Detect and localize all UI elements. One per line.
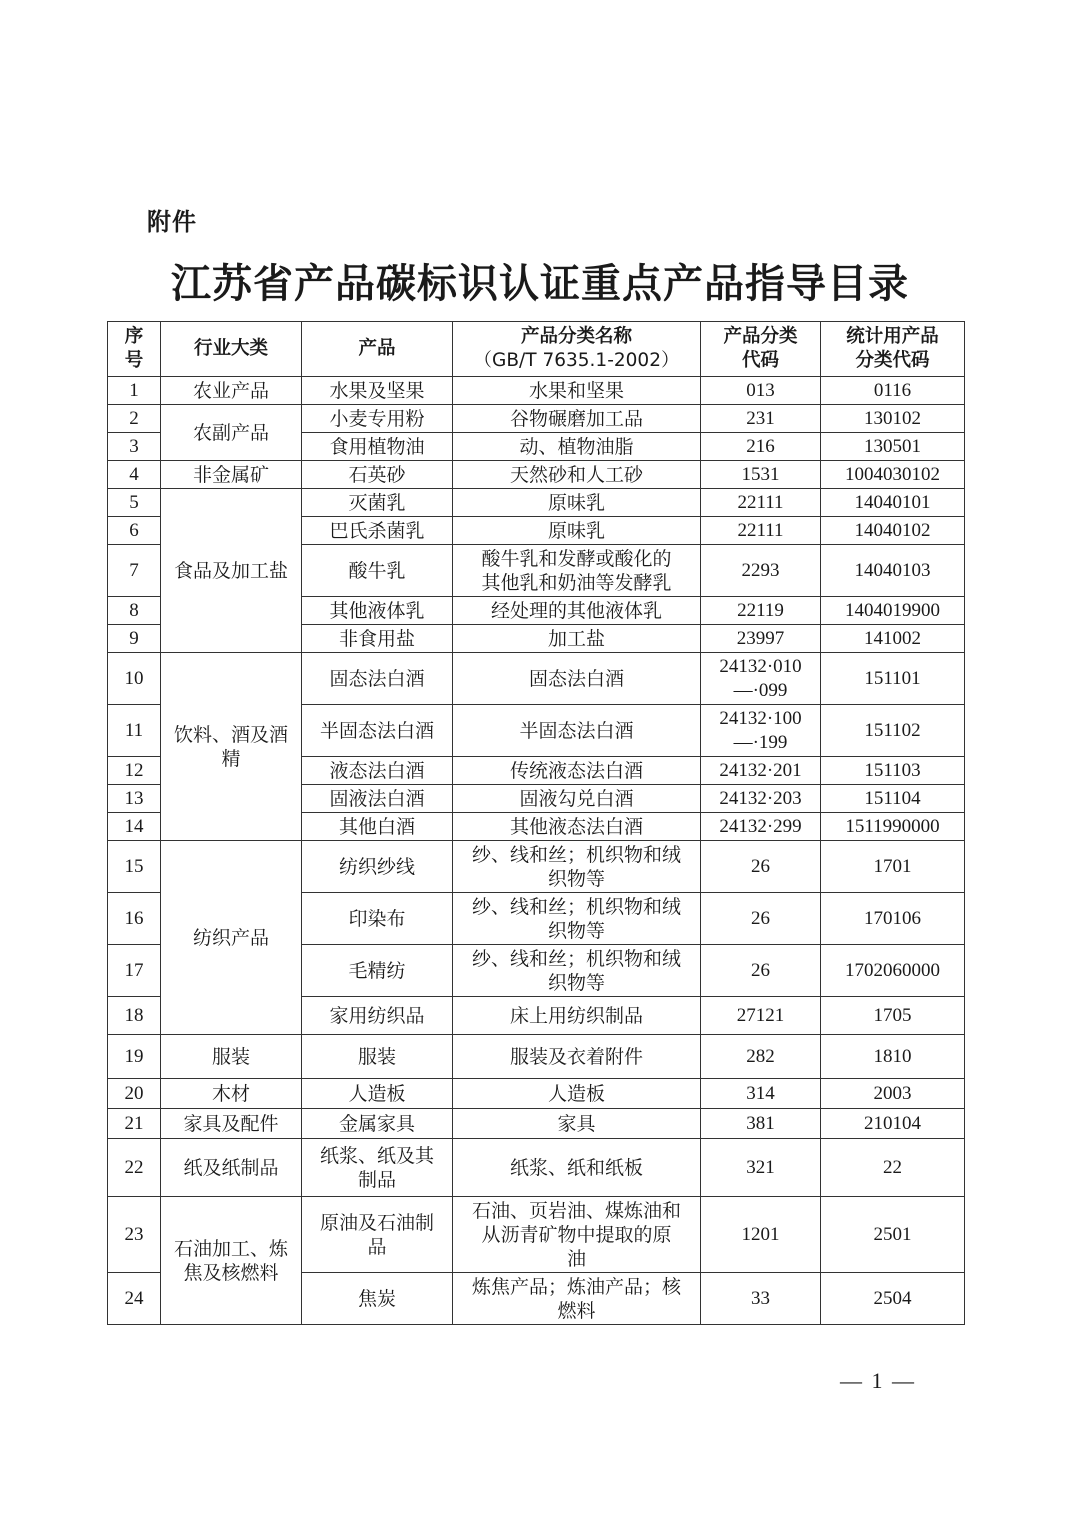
cell-product: 其他液体乳 <box>302 597 453 625</box>
cell-seq: 4 <box>108 461 161 489</box>
cell-industry: 纸及纸制品 <box>161 1139 302 1197</box>
cell-class-code: 013 <box>701 377 821 405</box>
table-row <box>108 1035 965 1079</box>
product-catalog-table <box>107 321 965 1325</box>
cell-class-name: 固液勾兑白酒 <box>453 785 701 813</box>
cell-stat-code: 210104 <box>821 1109 965 1139</box>
cell-class-code: 216 <box>701 433 821 461</box>
cell-class-code: 33 <box>701 1273 821 1325</box>
cell-class-name: 固态法白酒 <box>453 653 701 705</box>
cell-product: 石英砂 <box>302 461 453 489</box>
cell-seq: 16 <box>108 893 161 945</box>
cell-seq: 6 <box>108 517 161 545</box>
table-row <box>108 405 965 433</box>
cell-stat-code: 151102 <box>821 705 965 757</box>
cell-product: 液态法白酒 <box>302 757 453 785</box>
cell-class-code: 24132·299 <box>701 813 821 841</box>
cell-stat-code: 1511990000 <box>821 813 965 841</box>
cell-class-name: 经处理的其他液体乳 <box>453 597 701 625</box>
cell-stat-code: 130102 <box>821 405 965 433</box>
table-row <box>108 841 965 893</box>
table-row <box>108 461 965 489</box>
cell-class-name: 纱、线和丝；机织物和绒 织物等 <box>453 841 701 893</box>
header-industry: 行业大类 <box>161 322 302 377</box>
cell-product: 金属家具 <box>302 1109 453 1139</box>
cell-seq: 9 <box>108 625 161 653</box>
cell-class-name: 加工盐 <box>453 625 701 653</box>
table-row <box>108 489 965 517</box>
table-body <box>108 377 965 1325</box>
cell-stat-code: 14040103 <box>821 545 965 597</box>
table-row <box>108 1139 965 1197</box>
header-product: 产品 <box>302 322 453 377</box>
cell-class-code: 1201 <box>701 1197 821 1273</box>
cell-product: 纺织纱线 <box>302 841 453 893</box>
cell-seq: 7 <box>108 545 161 597</box>
cell-seq: 11 <box>108 705 161 757</box>
header-seq: 序 号 <box>108 322 161 377</box>
cell-seq: 5 <box>108 489 161 517</box>
cell-product: 固液法白酒 <box>302 785 453 813</box>
document-title: 江苏省产品碳标识认证重点产品指导目录 <box>171 260 909 307</box>
cell-product: 纸浆、纸及其 制品 <box>302 1139 453 1197</box>
cell-class-code: 321 <box>701 1139 821 1197</box>
cell-class-code: 24132·203 <box>701 785 821 813</box>
cell-seq: 22 <box>108 1139 161 1197</box>
cell-seq: 20 <box>108 1079 161 1109</box>
cell-class-code: 24132·010 —·099 <box>701 653 821 705</box>
cell-seq: 15 <box>108 841 161 893</box>
cell-class-name: 家具 <box>453 1109 701 1139</box>
attachment-label: 附件 <box>147 208 197 236</box>
cell-seq: 13 <box>108 785 161 813</box>
cell-class-name: 谷物碾磨加工品 <box>453 405 701 433</box>
cell-stat-code: 2501 <box>821 1197 965 1273</box>
cell-class-name: 纸浆、纸和纸板 <box>453 1139 701 1197</box>
cell-product: 食用植物油 <box>302 433 453 461</box>
cell-seq: 14 <box>108 813 161 841</box>
cell-stat-code: 1810 <box>821 1035 965 1079</box>
cell-industry: 农业产品 <box>161 377 302 405</box>
cell-class-code: 282 <box>701 1035 821 1079</box>
cell-class-code: 2293 <box>701 545 821 597</box>
header-class-name: 产品分类名称 （GB/T 7635.1-2002） <box>453 322 701 377</box>
cell-product: 其他白酒 <box>302 813 453 841</box>
cell-product: 印染布 <box>302 893 453 945</box>
cell-stat-code: 1004030102 <box>821 461 965 489</box>
cell-class-code: 27121 <box>701 997 821 1035</box>
cell-product: 固态法白酒 <box>302 653 453 705</box>
cell-product: 非食用盐 <box>302 625 453 653</box>
cell-class-name: 水果和坚果 <box>453 377 701 405</box>
cell-industry: 农副产品 <box>161 405 302 461</box>
table-row <box>108 377 965 405</box>
cell-stat-code: 151101 <box>821 653 965 705</box>
cell-class-code: 231 <box>701 405 821 433</box>
cell-industry: 家具及配件 <box>161 1109 302 1139</box>
cell-product: 巴氏杀菌乳 <box>302 517 453 545</box>
cell-product: 小麦专用粉 <box>302 405 453 433</box>
cell-seq: 18 <box>108 997 161 1035</box>
cell-class-name: 人造板 <box>453 1079 701 1109</box>
cell-class-code: 314 <box>701 1079 821 1109</box>
cell-class-name: 炼焦产品；炼油产品；核 燃料 <box>453 1273 701 1325</box>
cell-class-name: 其他液态法白酒 <box>453 813 701 841</box>
cell-class-name: 传统液态法白酒 <box>453 757 701 785</box>
cell-class-name: 动、植物油脂 <box>453 433 701 461</box>
cell-stat-code: 14040101 <box>821 489 965 517</box>
cell-seq: 10 <box>108 653 161 705</box>
cell-industry: 石油加工、炼 焦及核燃料 <box>161 1197 302 1325</box>
cell-industry: 木材 <box>161 1079 302 1109</box>
cell-stat-code: 151104 <box>821 785 965 813</box>
cell-product: 水果及坚果 <box>302 377 453 405</box>
cell-class-code: 22119 <box>701 597 821 625</box>
cell-class-code: 26 <box>701 841 821 893</box>
cell-stat-code: 0116 <box>821 377 965 405</box>
cell-class-name: 床上用纺织制品 <box>453 997 701 1035</box>
cell-stat-code: 22 <box>821 1139 965 1197</box>
cell-stat-code: 2003 <box>821 1079 965 1109</box>
cell-class-code: 22111 <box>701 489 821 517</box>
cell-stat-code: 1404019900 <box>821 597 965 625</box>
cell-seq: 8 <box>108 597 161 625</box>
cell-class-code: 23997 <box>701 625 821 653</box>
cell-stat-code: 1701 <box>821 841 965 893</box>
cell-product: 人造板 <box>302 1079 453 1109</box>
cell-seq: 1 <box>108 377 161 405</box>
header-class-code: 产品分类 代码 <box>701 322 821 377</box>
cell-stat-code: 141002 <box>821 625 965 653</box>
table-header-row <box>108 322 965 377</box>
cell-stat-code: 1702060000 <box>821 945 965 997</box>
cell-class-code: 22111 <box>701 517 821 545</box>
cell-seq: 2 <box>108 405 161 433</box>
cell-class-name: 天然砂和人工砂 <box>453 461 701 489</box>
cell-industry: 纺织产品 <box>161 841 302 1035</box>
cell-stat-code: 151103 <box>821 757 965 785</box>
cell-product: 焦炭 <box>302 1273 453 1325</box>
cell-stat-code: 130501 <box>821 433 965 461</box>
cell-class-code: 24132·201 <box>701 757 821 785</box>
cell-product: 服装 <box>302 1035 453 1079</box>
cell-class-name: 半固态法白酒 <box>453 705 701 757</box>
page-number: — 1 — <box>840 1368 916 1393</box>
cell-product: 灭菌乳 <box>302 489 453 517</box>
cell-class-name: 原味乳 <box>453 517 701 545</box>
cell-seq: 12 <box>108 757 161 785</box>
cell-industry: 非金属矿 <box>161 461 302 489</box>
cell-class-code: 26 <box>701 945 821 997</box>
table-row <box>108 653 965 705</box>
cell-product: 毛精纺 <box>302 945 453 997</box>
cell-class-name: 石油、页岩油、煤炼油和 从沥青矿物中提取的原 油 <box>453 1197 701 1273</box>
cell-product: 酸牛乳 <box>302 545 453 597</box>
cell-stat-code: 14040102 <box>821 517 965 545</box>
cell-class-name: 纱、线和丝；机织物和绒 织物等 <box>453 893 701 945</box>
cell-stat-code: 170106 <box>821 893 965 945</box>
cell-class-code: 24132·100 —·199 <box>701 705 821 757</box>
cell-seq: 17 <box>108 945 161 997</box>
cell-seq: 19 <box>108 1035 161 1079</box>
table-row <box>108 1079 965 1109</box>
header-stat-code: 统计用产品 分类代码 <box>821 322 965 377</box>
table-row <box>108 1109 965 1139</box>
cell-class-code: 1531 <box>701 461 821 489</box>
table-row <box>108 1197 965 1273</box>
cell-industry: 食品及加工盐 <box>161 489 302 653</box>
cell-seq: 21 <box>108 1109 161 1139</box>
cell-class-name: 服装及衣着附件 <box>453 1035 701 1079</box>
cell-class-code: 26 <box>701 893 821 945</box>
cell-class-name: 酸牛乳和发酵或酸化的 其他乳和奶油等发酵乳 <box>453 545 701 597</box>
cell-product: 原油及石油制 品 <box>302 1197 453 1273</box>
cell-stat-code: 1705 <box>821 997 965 1035</box>
cell-class-code: 381 <box>701 1109 821 1139</box>
cell-product: 家用纺织品 <box>302 997 453 1035</box>
cell-seq: 3 <box>108 433 161 461</box>
cell-product: 半固态法白酒 <box>302 705 453 757</box>
cell-stat-code: 2504 <box>821 1273 965 1325</box>
cell-industry: 饮料、酒及酒 精 <box>161 653 302 841</box>
cell-industry: 服装 <box>161 1035 302 1079</box>
cell-class-name: 纱、线和丝；机织物和绒 织物等 <box>453 945 701 997</box>
cell-seq: 24 <box>108 1273 161 1325</box>
cell-class-name: 原味乳 <box>453 489 701 517</box>
cell-seq: 23 <box>108 1197 161 1273</box>
